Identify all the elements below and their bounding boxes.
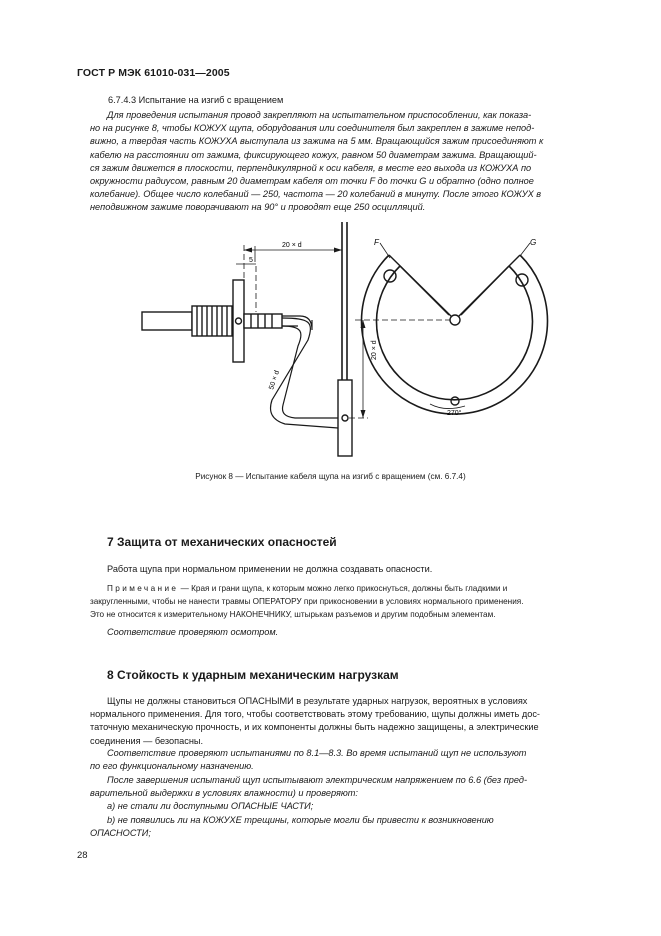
probe-handle	[142, 312, 192, 330]
text-line: Соответствие проверяют испытаниями по 8.1—8.3. Во время испытаний щуп не используют	[107, 748, 527, 758]
dim-label-20d-top: 20 × d	[282, 242, 302, 249]
text-line: Для проведения испытания провод закрепляют на испытательном приспособлении, как показа-	[107, 110, 532, 120]
text-line: ся зажим движется в плоскости, перпендикулярной к оси кабеля, в месте его выхода из КОЖУХА по	[90, 162, 532, 173]
dim-label-20d-vertical: 20 × d	[371, 340, 378, 360]
text-line: Соответствие проверяют осмотром.	[107, 627, 279, 637]
text-line: вижно, а твердая часть КОЖУХА выступала из зажима на 5 мм. Вращающийся зажим присоединяют к	[90, 136, 544, 147]
text-line: После завершения испытаний щуп испытывают электрическим напряжением по 6.6 (без пред-	[107, 775, 528, 785]
text-line: неподвижном зажиме поворачивают на 90° и проводят еще 250 осцилляций.	[90, 202, 426, 213]
text-line: окружности радиусом, равным 20 диаметрам кабеля от точки F до точки G и обратно (одно полное	[90, 176, 534, 187]
text-line: Щупы не должны становиться ОПАСНЫМИ в результате ударных нагрузок, вероятных в условиях	[107, 696, 528, 706]
text-line: таточную механическую прочность, и их компоненты должны быть надежно защищены, а электрические	[90, 722, 539, 733]
fixed-clamp	[233, 280, 244, 362]
section-7-note	[90, 583, 615, 621]
section-8-heading: 8 Стойкость к ударным механическим нагрузкам	[107, 668, 399, 682]
note-label: Примечание	[107, 584, 179, 593]
note-first-line	[90, 583, 615, 596]
center-pivot	[450, 315, 460, 325]
label-F: F	[374, 238, 379, 247]
figure-caption: Рисунок 8 — Испытание кабеля щупа на изгиб с вращением (см. 6.7.4)	[195, 472, 466, 481]
section-8-compliance	[90, 747, 615, 773]
text-line: закругленными, чтобы не нанести травмы ОПЕРАТОРУ при прикосновении в условиях нормального применения.	[90, 596, 524, 606]
strain-relief	[244, 314, 282, 328]
document-header: ГОСТ Р МЭК 61010-031—2005	[77, 67, 230, 79]
dim-label-5: 5	[249, 257, 253, 264]
section-8-para	[90, 695, 615, 748]
cable-bent-inner	[282, 326, 338, 418]
label-270-degrees: 270°	[447, 410, 462, 417]
text-line: Это не относится к измерительному НАКОНЕЧНИКУ, штырькам разъемов и другим подобным элементам.	[90, 609, 496, 619]
text-line: ОПАСНОСТИ;	[90, 827, 151, 838]
section-heading-6743: 6.7.4.3 Испытание на изгиб с вращением	[108, 95, 284, 105]
dim-label-50d: 50 × d	[268, 369, 281, 391]
circular-track-inner	[377, 266, 533, 400]
section-7-compliance	[90, 626, 615, 639]
text-line: нормального применения. Для того, чтобы соответствовать этому требованию, щупы должны иметь дос-	[90, 709, 540, 720]
text-line: колебание). Общее число колебаний — 250, частота — 20 колебаний в минуту. После этого КОЖУХ в	[90, 189, 542, 200]
section-8-after-test	[90, 774, 615, 840]
label-G: G	[530, 238, 537, 247]
section-7-para	[90, 563, 615, 576]
section-7-heading: 7 Защита от механических опасностей	[107, 535, 337, 549]
text-line: но на рисунке 8, чтобы КОЖУХ щупа, оборудования или соединителя был закреплен в зажиме непод-	[90, 123, 535, 134]
list-item-b: b) не появились ли на КОЖУХЕ трещины, которые могли бы привести к возникновению	[107, 814, 494, 825]
angle-arc	[430, 404, 465, 409]
text-line: варительной выдержки в условиях влажности) и проверяют:	[90, 788, 358, 799]
position-F-marker	[384, 270, 396, 282]
text-line: соединения — безопасны.	[90, 735, 204, 746]
text-line: — Края и грани щупа, к которым можно легко прикоснуться, должны быть гладкими и	[178, 584, 508, 593]
list-item-a: а) не стали ли доступными ОПАСНЫЕ ЧАСТИ;	[107, 801, 314, 812]
cable-bent-outer	[271, 318, 338, 428]
text-line: кабелю на расстоянии от зажима, фиксирующего кожух, равном 50 диаметрам зажима. Вращающий-	[90, 149, 537, 160]
text-line: по его функциональному назначению.	[90, 761, 254, 772]
text-line: Работа щупа при нормальном применении не должна создавать опасности.	[107, 564, 433, 574]
page-number: 28	[77, 850, 88, 861]
bottom-marker	[451, 397, 459, 405]
probe-knurled-body	[192, 306, 232, 336]
